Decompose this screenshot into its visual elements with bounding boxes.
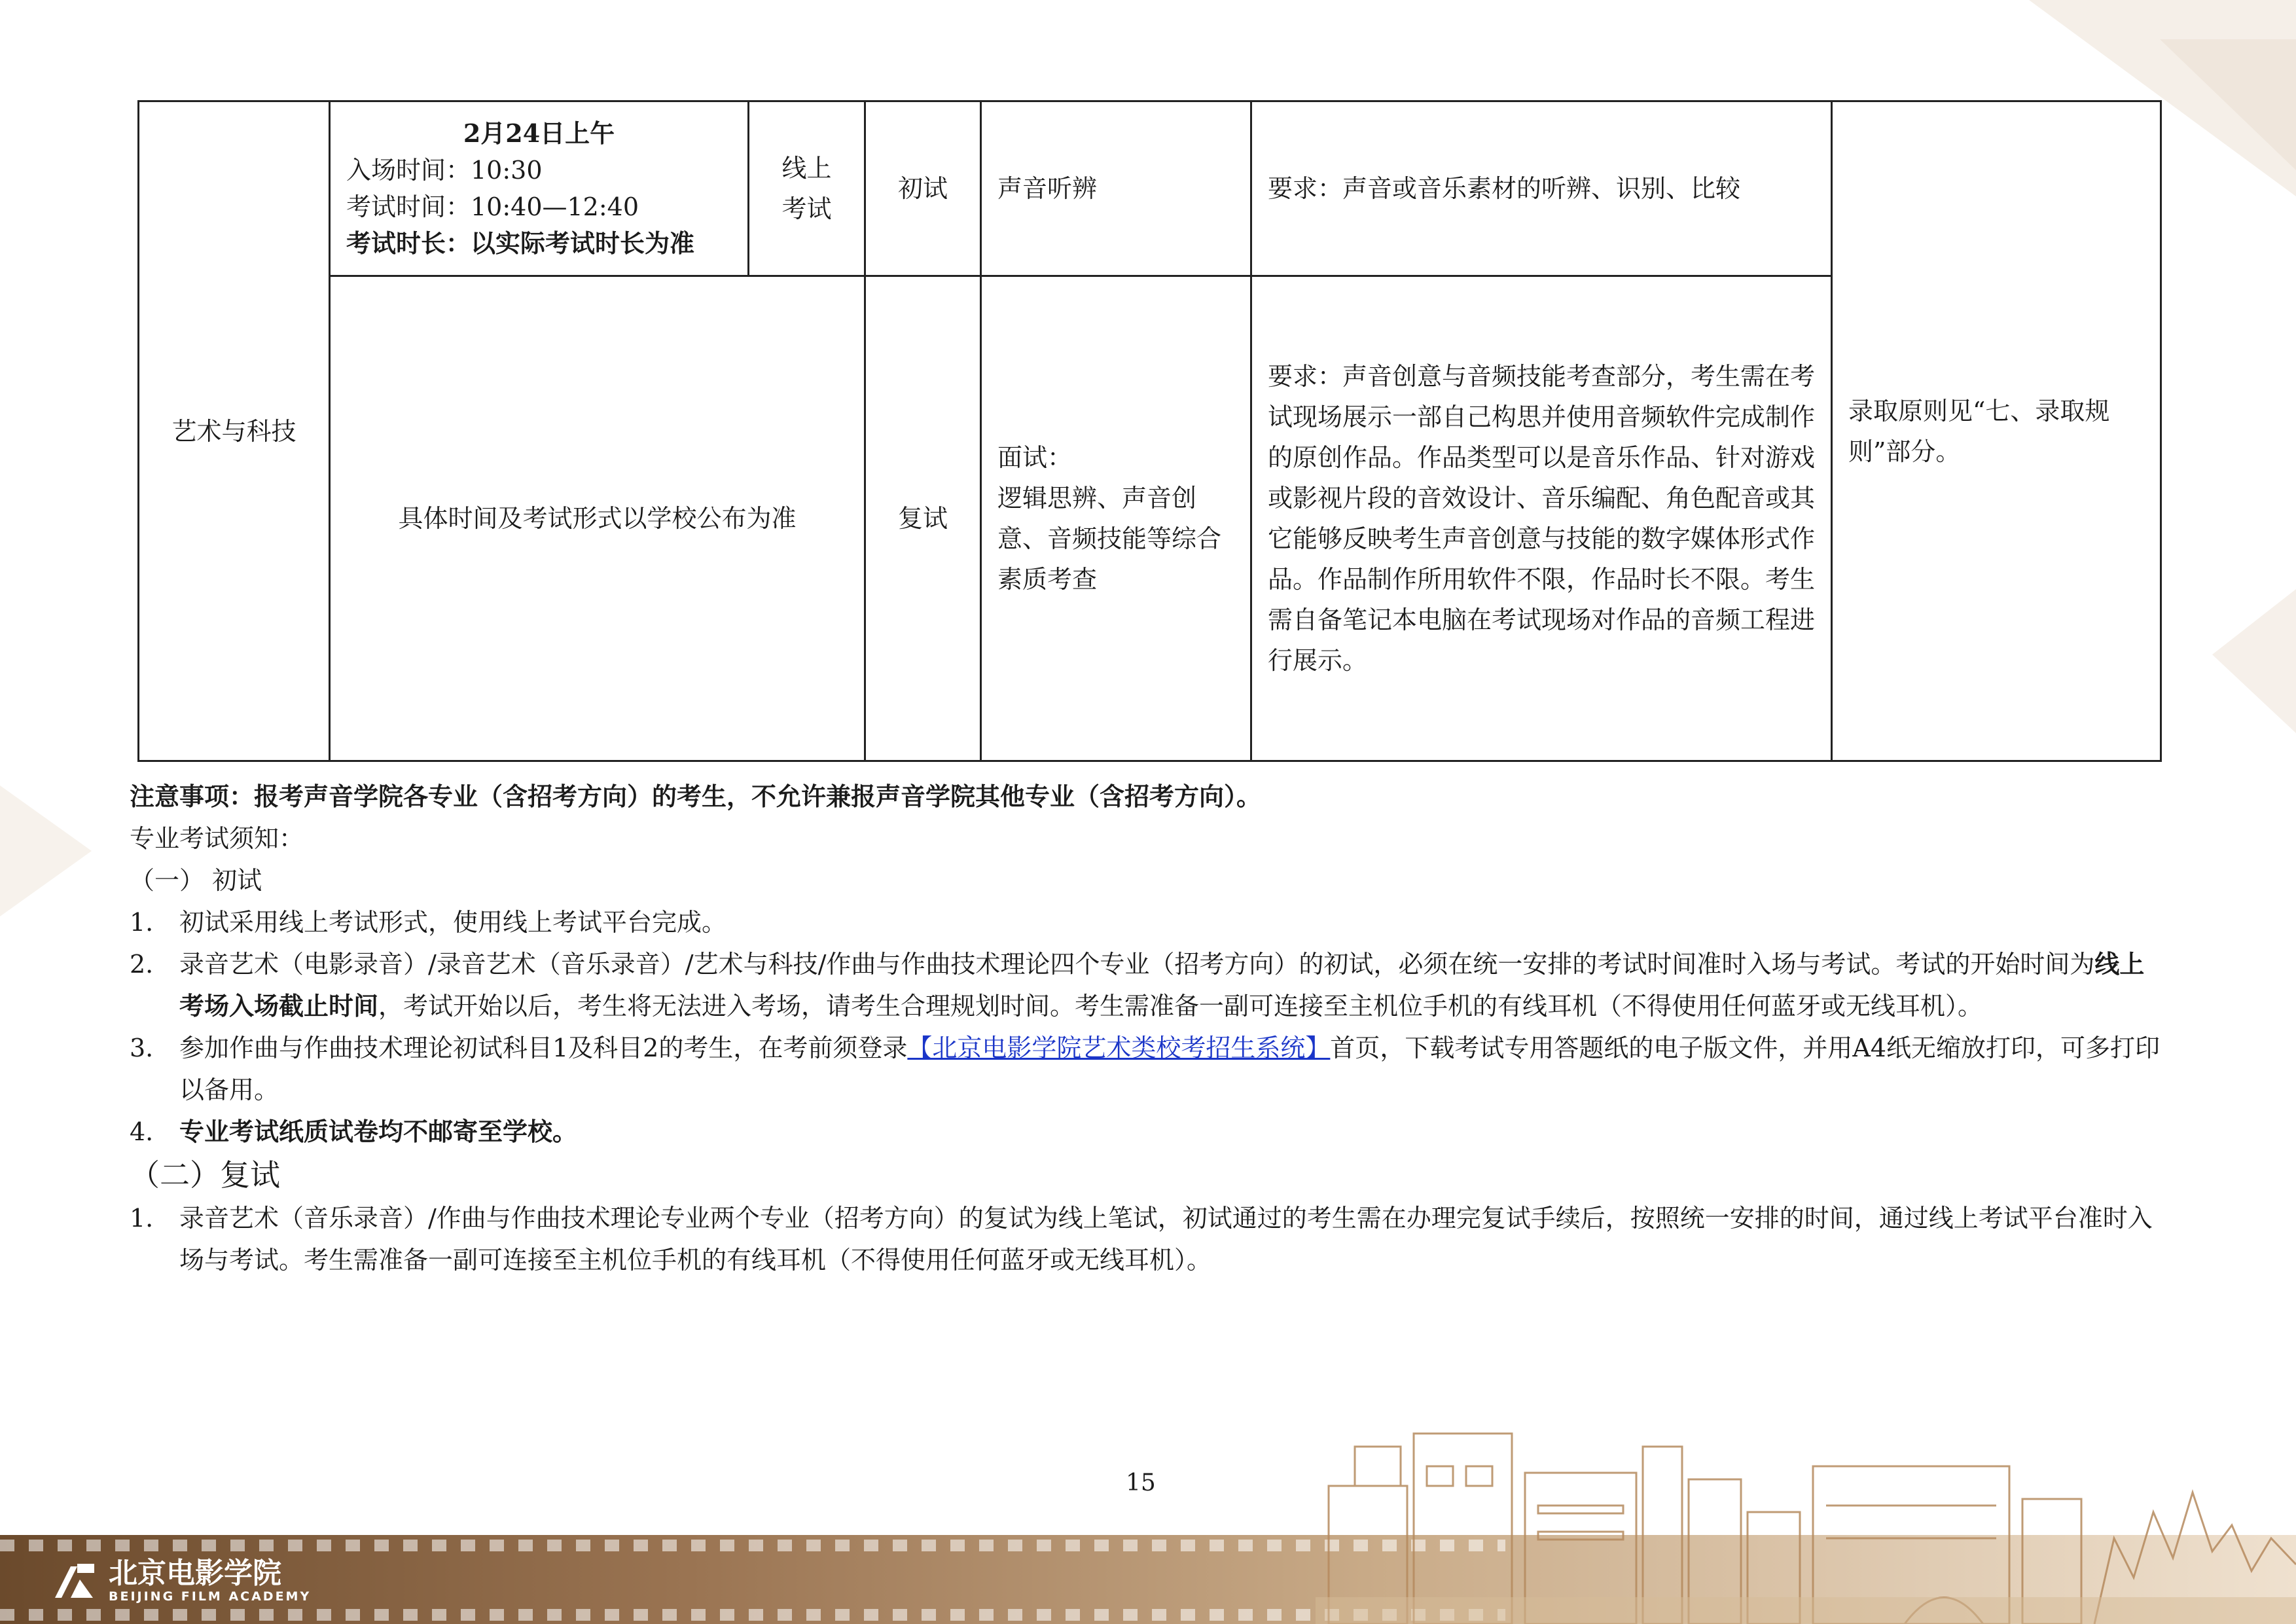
list-text: 初试采用线上考试形式，使用线上考试平台完成。 <box>179 908 727 937</box>
list-item <box>130 943 2165 1027</box>
exam-schedule-table <box>137 100 2162 762</box>
exam-notes <box>130 776 2165 1281</box>
list-number: 1. <box>130 1204 154 1233</box>
exam-time: 考试时间：10:40—12:40 <box>346 192 639 221</box>
list-item <box>130 1027 2165 1111</box>
time-cell: 具体时间及考试形式以学校公布为准 <box>330 276 865 761</box>
exam-form-cell: 线上 考试 <box>749 101 865 276</box>
requirement-cell: 要求：声音创意与音频技能考查部分，考生需在考试现场展示一部自己构思并使用音频软件完成制作的原创作品。作品类型可以是音乐作品、针对游戏或影视片段的音效设计、音乐编配、角色配音或其它能够反映考生声音创意与技能的数字媒体形式作品。作品制作所用软件不限，作品时长不限。考生需自备笔记本电脑在考试现场对作品的音频工程进行展示。 <box>1251 276 1832 761</box>
list-item <box>130 1111 2165 1153</box>
page-number: 15 <box>1126 1470 1156 1496</box>
list-number: 3. <box>130 1034 154 1062</box>
list-number: 1. <box>130 908 154 937</box>
list-text: ，考试开始以后，考生将无法进入考场，请考生合理规划时间。考生需准备一副可连接至主机位手机的有线耳机（不得使用任何蓝牙或无线耳机）。 <box>378 992 1983 1020</box>
list-number: 4. <box>130 1117 154 1146</box>
list-text: 首页，下载考试专用答题纸的电子版文件，并用A4纸无缩放打印，可多打印以备用。 <box>179 1034 2160 1104</box>
stage-cell: 复试 <box>865 276 981 761</box>
exam-duration-note: 考试时长：以实际考试时长为准 <box>346 228 695 258</box>
admission-rule-cell: 录取原则见“七、录取规则”部分。 <box>1832 101 2161 761</box>
notes-title: 专业考试须知： <box>130 824 304 853</box>
stage-cell: 初试 <box>865 101 981 276</box>
logo-english-name: BEIJING FILM ACADEMY <box>109 1589 312 1604</box>
list-item <box>130 901 2165 943</box>
academy-emblem-icon <box>51 1562 97 1599</box>
film-strip-holes <box>0 1609 1505 1621</box>
admission-system-link[interactable]: 【北京电影学院艺术类校考招生系统】 <box>907 1034 1331 1062</box>
attention-note: 注意事项：报考声音学院各专业（含招考方向）的考生，不允许兼报声音学院其他专业（含招考方向）。 <box>130 782 1262 811</box>
major-cell: 艺术与科技 <box>139 101 330 761</box>
section-retest-heading: （二）复试 <box>130 1157 280 1193</box>
campus-skyline-illustration <box>1316 1407 2296 1624</box>
content-cell: 面试： 逻辑思辨、声音创意、音频技能等综合素质考查 <box>981 276 1251 761</box>
list-item <box>130 1197 2165 1281</box>
section-preliminary-heading: （一） 初试 <box>130 866 262 895</box>
exam-date: 2月24日上午 <box>463 118 615 148</box>
requirement-cell: 要求：声音或音乐素材的听辨、识别、比较 <box>1251 101 1832 276</box>
academy-logo <box>51 1558 311 1604</box>
list-text: 参加作曲与作曲技术理论初试科目1及科目2的考生，在考前须登录 <box>179 1034 908 1062</box>
list-text-emphasis: 线上考场入场截止时间 <box>179 949 2145 1020</box>
list-text: 录音艺术（音乐录音）/作曲与作曲技术理论专业两个专业（招考方向）的复试为线上笔试，初试通过的考生需在办理完复试手续后，按照统一安排的时间，通过线上考试平台准时入场与考试。考生需准备一副可连接至主机位手机的有线耳机（不得使用任何蓝牙或无线耳机）。 <box>179 1204 2153 1274</box>
logo-chinese-name: 北京电影学院 <box>109 1557 281 1590</box>
list-text: 录音艺术（电影录音）/录音艺术（音乐录音）/艺术与科技/作曲与作曲技术理论四个专业（招考方向）的初试，必须在统一安排的考试时间准时入场与考试。考试的开始时间为 <box>179 950 2095 979</box>
list-text: 专业考试纸质试卷均不邮寄至学校。 <box>179 1117 578 1146</box>
entry-time: 入场时间：10:30 <box>346 156 543 185</box>
film-strip-holes <box>0 1540 1505 1551</box>
content-cell: 声音听辨 <box>981 101 1251 276</box>
list-number: 2. <box>130 950 154 979</box>
table-row <box>139 101 2161 276</box>
time-cell <box>330 101 749 276</box>
